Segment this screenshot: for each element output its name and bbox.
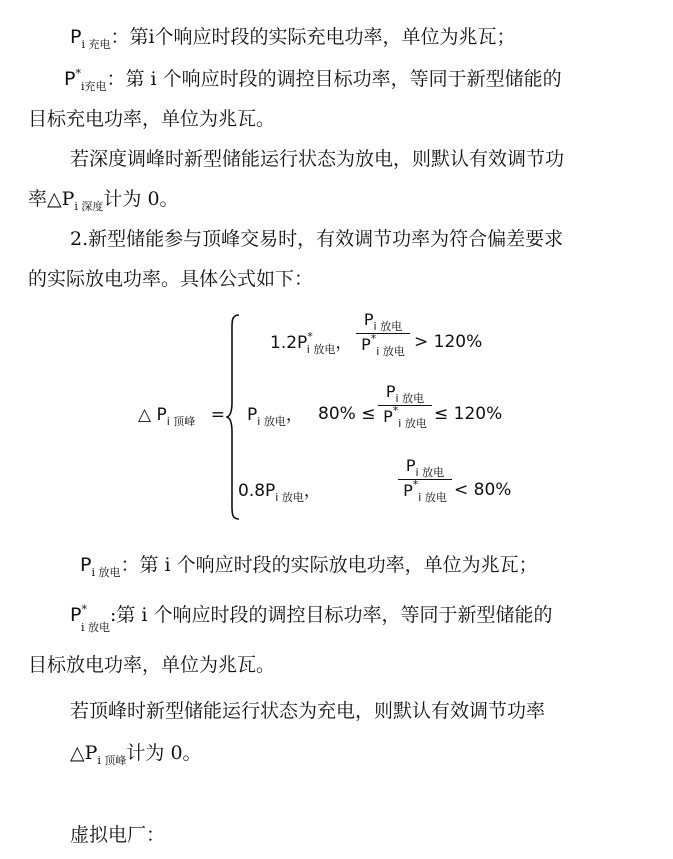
paragraph-line: 若顶峰时新型储能运行状态为充电，则默认有效调节功率 bbox=[70, 700, 546, 722]
symbol-sub: i 深度 bbox=[74, 200, 104, 213]
symbol-main: P bbox=[64, 68, 76, 90]
def-charge-actual bbox=[70, 24, 516, 53]
paragraph-line: 的实际放电功率。具体公式如下： bbox=[28, 268, 314, 290]
symbol-sub: i 放电 bbox=[80, 621, 110, 634]
equals-sign: = bbox=[210, 405, 225, 425]
paragraph-line bbox=[70, 740, 202, 769]
paragraph-line: 2.新型储能参与顶峰交易时，有效调节功率为符合偏差要求 bbox=[70, 228, 564, 250]
symbol-sup: * bbox=[75, 67, 81, 80]
case1-fraction: $P_{i 放电}$ $P^*_{i 放电}$ bbox=[356, 310, 410, 357]
symbol-sub: i 放电 bbox=[91, 566, 121, 579]
paragraph-line bbox=[28, 186, 179, 215]
case1-value: $1.2P^*_{i 放电}$， bbox=[270, 330, 353, 356]
symbol-main: P bbox=[70, 604, 82, 626]
case2-condition: ≤ 120% bbox=[434, 404, 503, 424]
section-heading: 虚拟电厂： bbox=[70, 824, 166, 846]
text-prefix: 率△P bbox=[28, 188, 75, 210]
def-charge-target-cont: 目标充电功率，单位为兆瓦。 bbox=[28, 108, 276, 130]
formula-lhs bbox=[138, 404, 225, 428]
def-discharge-actual bbox=[80, 552, 538, 581]
symbol-main: P bbox=[70, 26, 82, 48]
symbol-main: P bbox=[80, 554, 92, 576]
case2-lower-bound: 80% ≤ bbox=[318, 404, 376, 424]
symbol-sub: i 充电 bbox=[81, 38, 111, 51]
definition-text: ：第 i 个响应时段的调控目标功率，等同于新型储能的 bbox=[106, 68, 562, 90]
symbol-sup: * bbox=[81, 603, 87, 616]
definition-text: :第 i 个响应时段的调控目标功率，等同于新型储能的 bbox=[109, 604, 553, 626]
case3-value: $0.8P_{i 放电}$， bbox=[238, 481, 321, 504]
def-charge-target bbox=[64, 66, 562, 95]
symbol-sub: i充电 bbox=[80, 80, 107, 93]
case2-value: $P_{i 放电}$， bbox=[247, 405, 303, 428]
paragraph-line: 若深度调峰时新型储能运行状态为放电，则默认有效调节功 bbox=[70, 148, 565, 170]
definition-text: ：第i个响应时段的实际充电功率，单位为兆瓦； bbox=[110, 26, 516, 48]
lhs-symbol: △ P bbox=[138, 405, 167, 425]
def-discharge-target-cont: 目标放电功率，单位为兆瓦。 bbox=[28, 654, 276, 676]
case2-fraction: $P_{i 放电}$ $P^*_{i 放电}$ bbox=[378, 382, 432, 429]
lhs-sub: i 顶峰 bbox=[166, 415, 196, 428]
case3-condition: < 80% bbox=[454, 480, 512, 500]
text-suffix: 计为 0。 bbox=[126, 742, 202, 764]
definition-text: ：第 i 个响应时段的实际放电功率，单位为兆瓦； bbox=[120, 554, 538, 576]
def-discharge-target bbox=[70, 602, 553, 634]
text-suffix: 计为 0。 bbox=[103, 188, 179, 210]
text-prefix: △P bbox=[70, 742, 98, 764]
case1-condition: > 120% bbox=[414, 332, 483, 352]
case3-fraction: $P_{i 放电}$ $P^*_{i 放电}$ bbox=[398, 456, 452, 503]
symbol-sub: i 顶峰 bbox=[97, 754, 127, 767]
